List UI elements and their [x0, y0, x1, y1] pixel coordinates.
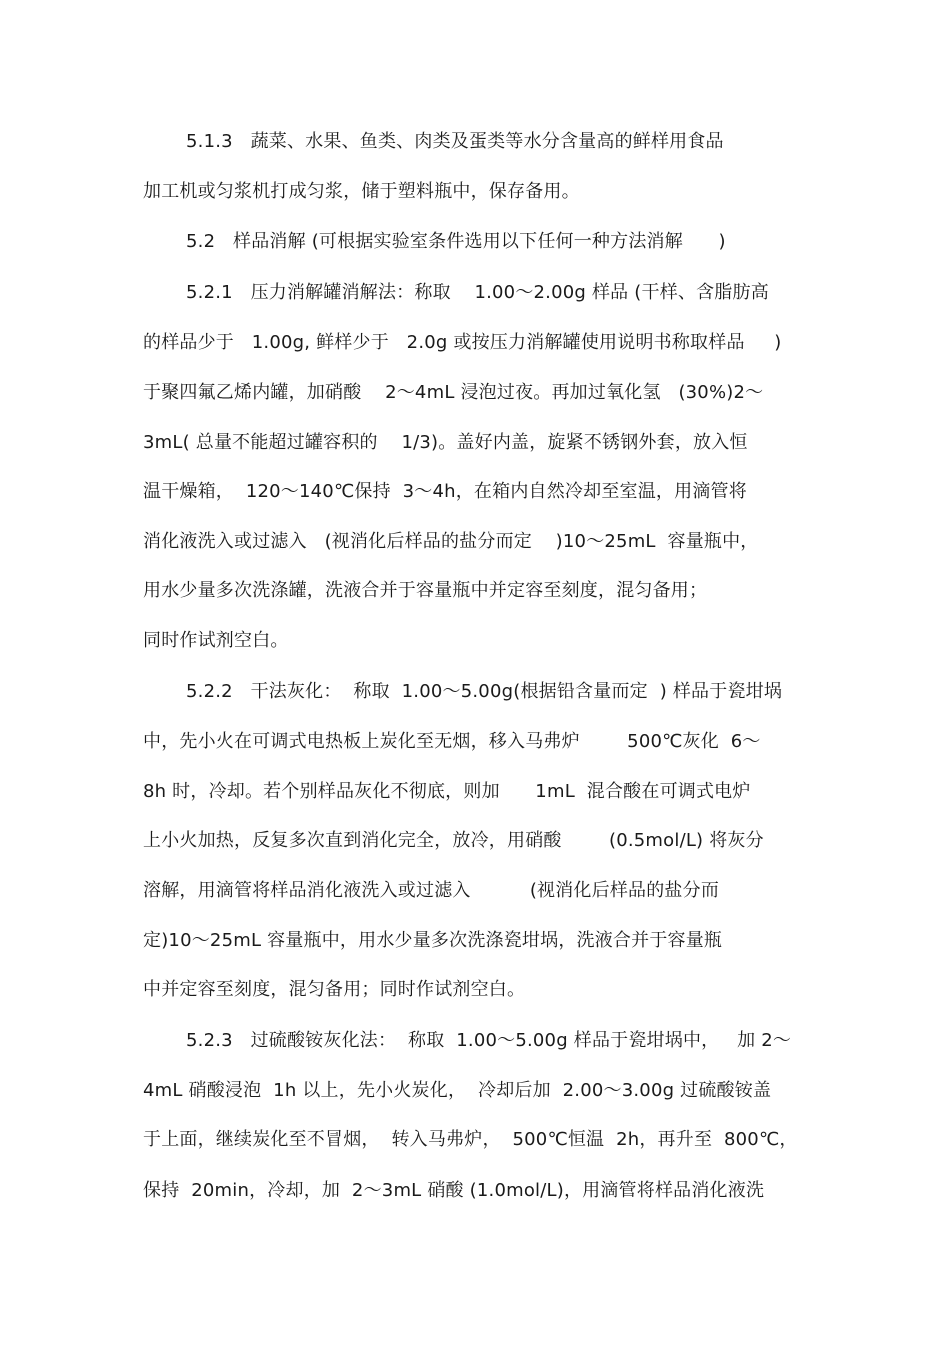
text-line: 4mL 硝酸浸泡 1h 以上，先小火炭化， 冷却后加 2.00～3.00g 过硫酸铵盖 [143, 1080, 772, 1101]
text-line: 5.2.2 干法灰化： 称取 1.00～5.00g(根据铅含量而定 ) 样品于瓷坩埚 [186, 681, 783, 702]
text-line: 溶解，用滴管将样品消化液洗入或过滤入 (视消化后样品的盐分而 [143, 880, 720, 901]
text-line: 3mL( 总量不能超过罐容积的 1/3)。盖好内盖，旋紧不锈钢外套，放入恒 [143, 432, 748, 453]
text-line: 中，先小火在可调式电热板上炭化至无烟，移入马弗炉 500℃灰化 6～ [143, 731, 761, 752]
text-line: 8h 时，冷却。若个别样品灰化不彻底，则加 1mL 混合酸在可调式电炉 [143, 781, 751, 802]
text-line: 于上面，继续炭化至不冒烟， 转入马弗炉， 500℃恒温 2h，再升至 800℃， [143, 1129, 798, 1150]
text-line: 5.2 样品消解 (可根据实验室条件选用以下任何一种方法消解 ) [186, 231, 726, 252]
text-line: 保持 20min，冷却，加 2～3mL 硝酸 (1.0mol/L)，用滴管将样品消化液洗 [143, 1180, 765, 1201]
text-line: 于聚四氟乙烯内罐，加硝酸 2～4mL 浸泡过夜。再加过氧化氢 (30%)2～ [143, 382, 764, 403]
text-line: 上小火加热，反复多次直到消化完全，放冷，用硝酸 (0.5mol/L) 将灰分 [143, 830, 764, 851]
text-line: 中并定容至刻度，混匀备用；同时作试剂空白。 [143, 979, 526, 1000]
text-line: 5.1.3 蔬菜、水果、鱼类、肉类及蛋类等水分含量高的鲜样用食品 [186, 131, 724, 152]
text-line: 5.2.3 过硫酸铵灰化法： 称取 1.00～5.00g 样品于瓷坩埚中， 加 2～ [186, 1030, 792, 1051]
text-line: 用水少量多次洗涤罐，洗液合并于容量瓶中并定容至刻度，混匀备用； [143, 580, 708, 601]
text-line: 消化液洗入或过滤入 (视消化后样品的盐分而定 )10～25mL 容量瓶中， [143, 531, 759, 552]
text-line: 同时作试剂空白。 [143, 630, 289, 651]
text-line: 的样品少于 1.00g, 鲜样少于 2.0g 或按压力消解罐使用说明书称取样品 ) [143, 332, 782, 353]
text-line: 定)10～25mL 容量瓶中，用水少量多次洗涤瓷坩埚，洗液合并于容量瓶 [143, 930, 723, 951]
text-line: 5.2.1 压力消解罐消解法：称取 1.00～2.00g 样品 (干样、含脂肪高 [186, 282, 769, 303]
text-line: 加工机或匀浆机打成匀浆，储于塑料瓶中，保存备用。 [143, 181, 580, 202]
text-line: 温干燥箱， 120～140℃保持 3～4h，在箱内自然冷却至室温，用滴管将 [143, 481, 747, 502]
